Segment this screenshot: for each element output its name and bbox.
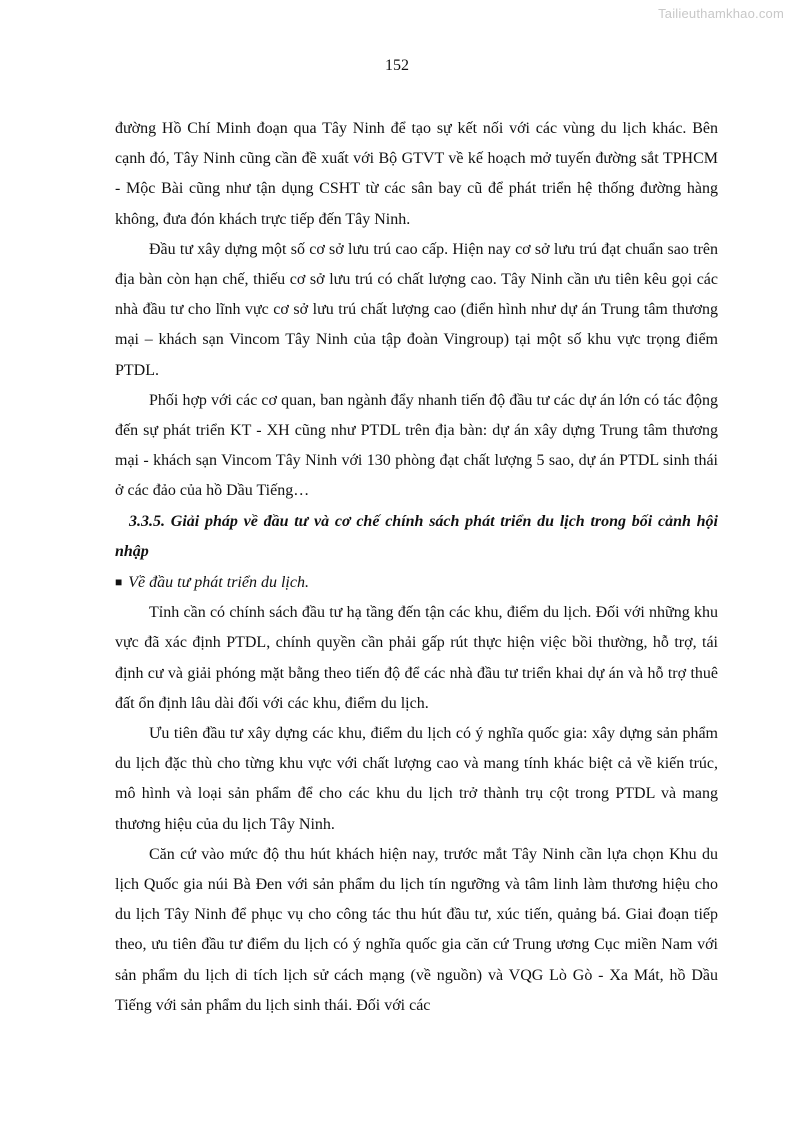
bullet-subheading-text: Về đầu tư phát triển du lịch. bbox=[128, 574, 309, 592]
watermark-text: Tailieuthamkhao.com bbox=[658, 6, 784, 21]
square-bullet-icon: ■ bbox=[115, 575, 123, 590]
document-body bbox=[115, 114, 718, 1021]
paragraph-priority: Ưu tiên đầu tư xây dựng các khu, điểm du lịch có ý nghĩa quốc gia: xây dựng sản phẩm du lịch đặc thù cho từng khu vực với chất lượng cao và mang tính khác biệt cả về kiến trúc, mô hình và loại sản phẩm để cho các khu du lịch trở thành trụ cột trong PTDL và mang thương hiệu của du lịch Tây Ninh. bbox=[115, 725, 718, 833]
paragraph-accommodation: Đầu tư xây dựng một số cơ sở lưu trú cao cấp. Hiện nay cơ sở lưu trú đạt chuẩn sao trên địa bàn còn hạn chế, thiếu cơ sở lưu trú có chất lượng cao. Tây Ninh cần ưu tiên kêu gọi các nhà đầu tư cho lĩnh vực cơ sở lưu trú chất lượng cao (điển hình như dự án Trung tâm thương mại – khách sạn Vincom Tây Ninh của tập đoàn Vingroup) tại một số khu vực trọng điểm PTDL. bbox=[115, 240, 718, 379]
paragraph-coordination: Phối hợp với các cơ quan, ban ngành đẩy nhanh tiến độ đầu tư các dự án lớn có tác động đến sự phát triển KT - XH cũng như PTDL trên địa bàn: dự án xây dựng Trung tâm thương mại - khách sạn Vincom Tây Ninh với 130 phòng đạt chất lượng 5 sao, dự án PTDL sinh thái ở các đảo của hồ Dầu Tiếng… bbox=[115, 391, 718, 500]
page-number: 152 bbox=[385, 57, 409, 74]
bullet-subheading bbox=[115, 567, 718, 598]
paragraph-continued: đường Hồ Chí Minh đoạn qua Tây Ninh để tạo sự kết nối với các vùng du lịch khác. Bên cạnh đó, Tây Ninh cũng cần đề xuất với Bộ GTVT về kế hoạch mở tuyến đường sắt TPHCM - Mộc Bài cũng như tận dụng CSHT từ các sân bay cũ để phát triển hệ thống đường hàng không, đưa đón khách trực tiếp đến Tây Ninh. bbox=[115, 120, 718, 228]
section-heading: 3.3.5. Giải pháp về đầu tư và cơ chế chính sách phát triển du lịch trong bối cảnh hội nhập bbox=[115, 512, 718, 560]
paragraph-attraction: Căn cứ vào mức độ thu hút khách hiện nay, trước mắt Tây Ninh cần lựa chọn Khu du lịch Quốc gia núi Bà Đen với sản phẩm du lịch tín ngưỡng và tâm linh làm thương hiệu cho du lịch Tây Ninh để phục vụ cho công tác thu hút đầu tư, xúc tiến, quảng bá. Giai đoạn tiếp theo, ưu tiên đầu tư điểm du lịch có ý nghĩa quốc gia căn cứ Trung ương Cục miền Nam với sản phẩm du lịch di tích lịch sử cách mạng (về nguồn) và VQG Lò Gò - Xa Mát, hồ Dầu Tiếng với sản phẩm du lịch sinh thái. Đối với các bbox=[115, 845, 718, 1014]
paragraph-infrastructure: Tỉnh cần có chính sách đầu tư hạ tầng đến tận các khu, điểm du lịch. Đối với những khu vực đã xác định PTDL, chính quyền cần phải gấp rút thực hiện việc bồi thường, hỗ trợ, tái định cư và giải phóng mặt bằng theo tiến độ để các nhà đầu tư triển khai dự án và hỗ trợ thuê đất ổn định lâu dài đối với các khu, điểm du lịch. bbox=[115, 604, 718, 712]
